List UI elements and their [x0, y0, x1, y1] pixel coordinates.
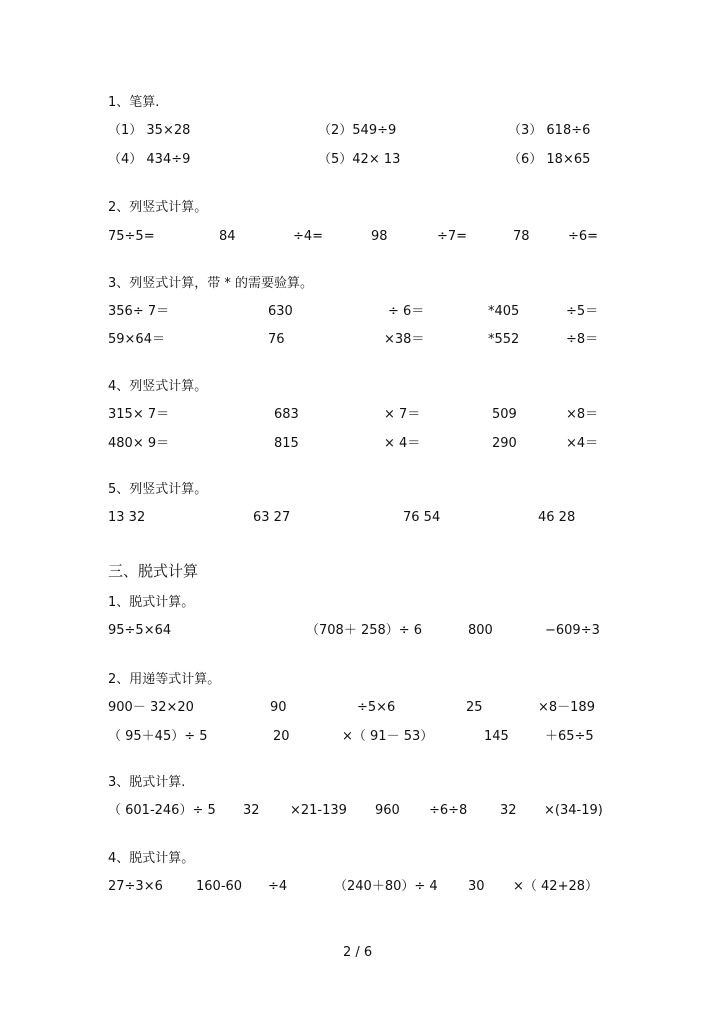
- problem-5-1: 13 32: [108, 510, 146, 525]
- p2-problem-6: （ 95＋45）÷ 5: [108, 729, 208, 744]
- p2-problem-9: 145: [484, 729, 509, 744]
- problem-2-3: ÷4=: [293, 229, 324, 244]
- section-3-title: 3、列竖式计算，带 * 的需要验算。: [108, 276, 314, 291]
- problem-2-1: 75÷5=: [108, 229, 155, 244]
- problem-4-5: ×8＝: [566, 407, 599, 422]
- p4-problem-4: （240＋80）÷ 4: [334, 879, 438, 894]
- section-4-title: 4、列竖式计算。: [108, 379, 208, 394]
- page-number: 2 / 6: [343, 945, 373, 960]
- problem-4-3: × 7＝: [384, 407, 421, 422]
- problem-4-1: 315× 7＝: [108, 407, 170, 422]
- problem-3-9: *552: [488, 332, 520, 347]
- problem-4-2: 683: [274, 407, 299, 422]
- p4-problem-1: 27÷3×6: [108, 879, 163, 894]
- problem-1-1: （1） 35×28: [108, 123, 191, 138]
- problem-5-3: 76 54: [403, 510, 441, 525]
- p2-problem-10: ＋65÷5: [545, 729, 594, 744]
- problem-2-2: 84: [219, 229, 236, 244]
- p4-title: 4、脱式计算。: [108, 851, 195, 866]
- p1-problem-4: −609÷3: [545, 623, 600, 638]
- p3-problem-3: ×21-139: [290, 803, 347, 818]
- p2-problem-7: 20: [273, 729, 290, 744]
- p3-problem-2: 32: [243, 803, 260, 818]
- problem-3-1: 356÷ 7＝: [108, 304, 170, 319]
- part-3-heading: 三、脱式计算: [108, 562, 199, 580]
- problem-3-10: ÷8＝: [566, 332, 599, 347]
- p3-problem-4: 960: [375, 803, 400, 818]
- p2-problem-2: 90: [270, 700, 287, 715]
- p3-problem-1: （ 601-246）÷ 5: [108, 803, 216, 818]
- problem-3-8: ×38＝: [384, 332, 425, 347]
- problem-4-4: 509: [492, 407, 517, 422]
- problem-1-5: （5）42× 13: [318, 152, 401, 167]
- p2-title: 2、用递等式计算。: [108, 672, 221, 687]
- section-5-title: 5、列竖式计算。: [108, 482, 208, 497]
- p1-problem-3: 800: [468, 623, 493, 638]
- p2-problem-3: ÷5×6: [357, 700, 396, 715]
- p2-problem-8: ×（ 91－ 53）: [342, 729, 434, 744]
- problem-2-6: 78: [513, 229, 530, 244]
- p2-problem-5: ×8－189: [538, 700, 595, 715]
- problem-5-4: 46 28: [538, 510, 576, 525]
- section-1-title: 1、笔算.: [108, 95, 160, 110]
- p2-problem-4: 25: [466, 700, 483, 715]
- p4-problem-5: 30: [468, 879, 485, 894]
- problem-2-4: 98: [371, 229, 388, 244]
- p3-problem-5: ÷6÷8: [429, 803, 468, 818]
- p2-problem-1: 900－ 32×20: [108, 700, 194, 715]
- p1-title: 1、脱式计算。: [108, 595, 195, 610]
- problem-4-6: 480× 9＝: [108, 436, 170, 451]
- problem-1-2: （2）549÷9: [318, 123, 397, 138]
- problem-4-7: 815: [274, 436, 299, 451]
- p1-problem-1: 95÷5×64: [108, 623, 172, 638]
- problem-2-5: ÷7=: [437, 229, 468, 244]
- p3-problem-7: ×(34-19): [544, 803, 603, 818]
- problem-1-6: （6） 18×65: [508, 152, 591, 167]
- p3-problem-6: 32: [500, 803, 517, 818]
- problem-4-10: ×4＝: [566, 436, 599, 451]
- problem-3-4: *405: [488, 304, 520, 319]
- problem-1-3: （3） 618÷6: [508, 123, 591, 138]
- problem-1-4: （4） 434÷9: [108, 152, 191, 167]
- p4-problem-2: 160-60: [196, 879, 243, 894]
- problem-3-7: 76: [268, 332, 285, 347]
- problem-4-9: 290: [492, 436, 517, 451]
- section-2-title: 2、列竖式计算。: [108, 200, 208, 215]
- problem-2-7: ÷6=: [568, 229, 599, 244]
- problem-3-3: ÷ 6＝: [388, 304, 425, 319]
- p4-problem-3: ÷4: [268, 879, 288, 894]
- p1-problem-2: （708＋ 258）÷ 6: [306, 623, 423, 638]
- problem-3-2: 630: [268, 304, 293, 319]
- problem-4-8: × 4＝: [384, 436, 421, 451]
- problem-3-5: ÷5＝: [566, 304, 599, 319]
- p4-problem-6: ×（ 42+28）: [513, 879, 599, 894]
- p3-title: 3、脱式计算.: [108, 775, 186, 790]
- problem-3-6: 59×64＝: [108, 332, 165, 347]
- problem-5-2: 63 27: [253, 510, 291, 525]
